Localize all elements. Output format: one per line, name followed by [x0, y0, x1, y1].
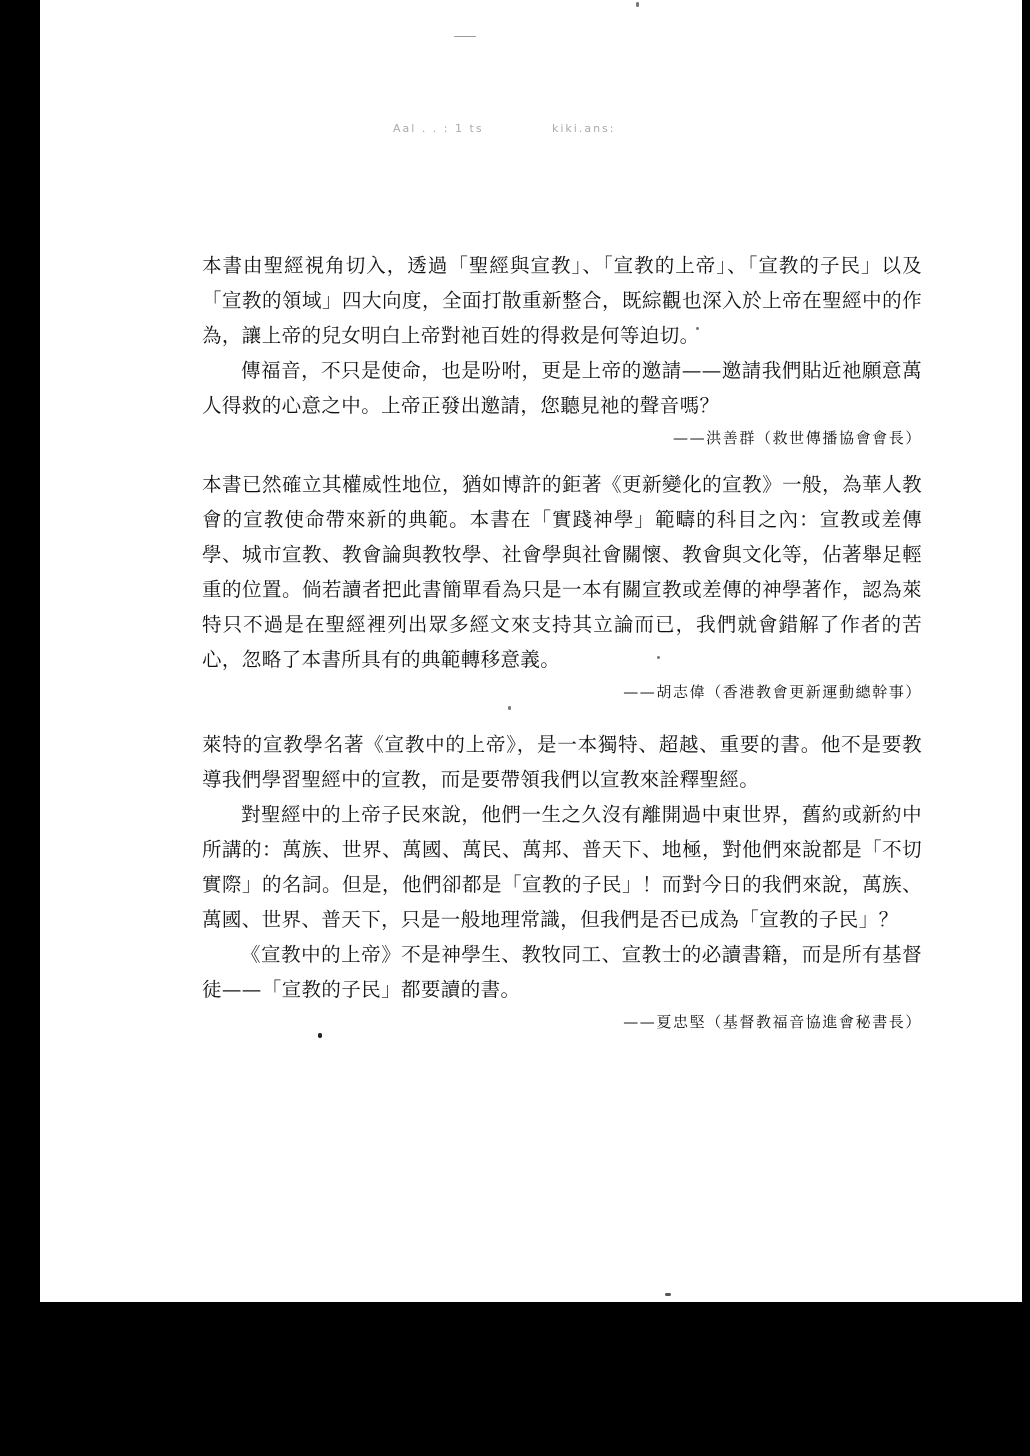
endorsement-3 [202, 727, 922, 1035]
faded-header-right: kiki.ans: [552, 122, 616, 135]
scanned-page [40, 0, 1022, 1302]
endorsement-paragraph: 《宣教中的上帝》不是神學生、教牧同工、宣教士的必讀書籍，而是所有基督徒——「宣教的子民」都要讀的書。 [202, 943, 922, 1001]
endorsement-paragraph: 傳福音，不只是使命，也是吩咐，更是上帝的邀請——邀請我們貼近祂願意萬人得救的心意之中。上帝正發出邀請，您聽見祂的聲音嗎？ [202, 359, 922, 417]
endorsement-attribution: ——洪善群（救世傳播協會會長） [672, 429, 922, 447]
endorsement-attribution: ——夏忠堅（基督教福音協進會秘書長） [623, 1013, 922, 1031]
scan-speck [508, 706, 511, 710]
endorsement-paragraph: 對聖經中的上帝子民來說，他們一生之久沒有離開過中東世界，舊約或新約中所講的：萬族、世界、萬國、萬民、萬邦、普天下、地極，對他們來說都是「不切實際」的名詞。但是，他們卻都是「宣教的子民」！而對今日的我們來說，萬族、萬國、世界、普天下，只是一般地理常識，但我們是否已成為「宣教的子民」？ [202, 803, 922, 931]
endorsement-paragraph: 本書已然確立其權威性地位，猶如博許的鉅著《更新變化的宣教》一般，為華人教會的宣教使命帶來新的典範。本書在「實踐神學」範疇的科目之內：宣教或差傳學、城市宣教、教會論與教牧學、社會學與社會關懷、教會與文化等，佔著舉足輕重的位置。倘若讀者把此書簡單看為只是一本有關宣教或差傳的神學著作，認為萊特只不過是在聖經裡列出眾多經文來支持其立論而已，我們就會錯解了作者的苦心，忽略了本書所具有的典範轉移意義。 [202, 473, 922, 671]
faded-header-left: Aal . . : 1 ts [393, 122, 484, 135]
endorsement-2 [202, 467, 922, 705]
scan-speck [636, 2, 639, 7]
endorsement-attribution: ——胡志偉（香港教會更新運動總幹事） [623, 683, 922, 701]
endorsement-paragraph: 本書由聖經視角切入，透過「聖經與宣教」、「宣教的上帝」、「宣教的子民」以及「宣教的領域」四大向度，全面打散重新整合，既綜觀也深入於上帝在聖經中的作為，讓上帝的兒女明白上帝對祂百姓的得救是何等迫切。 [202, 254, 922, 347]
endorsement-1 [202, 248, 922, 451]
scan-speck [454, 36, 476, 37]
scan-speck [665, 1293, 671, 1296]
endorsement-paragraph: 萊特的宣教學名著《宣教中的上帝》，是一本獨特、超越、重要的書。他不是要教導我們學習聖經中的宣教，而是要帶領我們以宣教來詮釋聖經。 [202, 733, 922, 791]
